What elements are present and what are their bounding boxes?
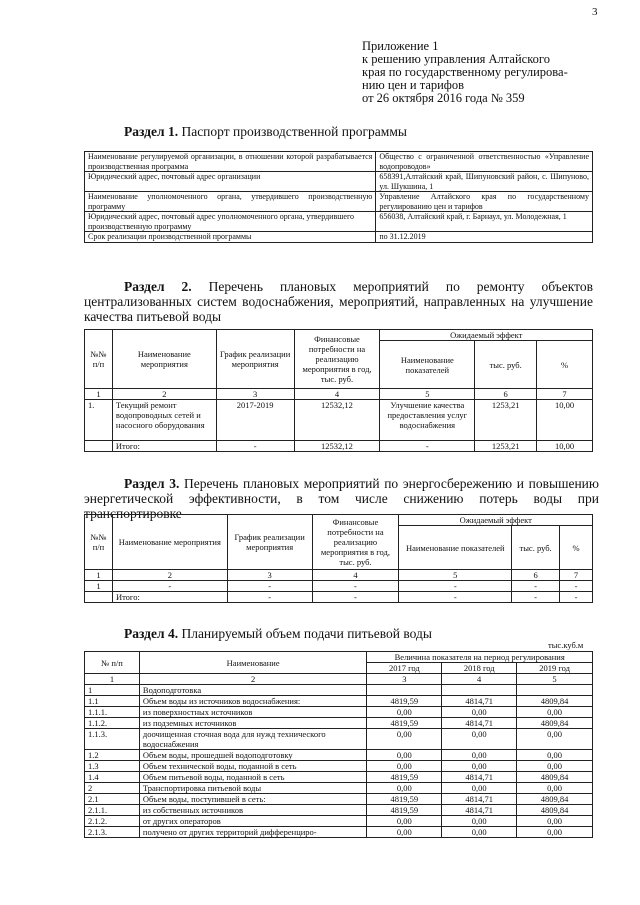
year-value: 4814,71 (442, 696, 517, 707)
year-value: 4814,71 (442, 794, 517, 805)
table-row (85, 729, 593, 750)
year-value: 0,00 (517, 750, 593, 761)
appendix-line: края по государственному регулирова- (362, 65, 568, 79)
year-value: 4819,59 (367, 718, 442, 729)
year-value: 0,00 (442, 761, 517, 772)
table-row: Юридический адрес, почтовый адрес уполномоченного органа, утвердившего производственную программу 656038, Алтайский край, г. Барнаул, ул. Молодежная, 1 (85, 212, 593, 232)
row-number: 1 (85, 685, 140, 696)
section3-title: Раздел 3. Перечень плановых мероприятий по энергосбережению и повышению энергетической эффективности, в том числе снижению потерь воды при транспортировке (84, 476, 599, 521)
year-value: 0,00 (367, 816, 442, 827)
section1-title: Раздел 1. Паспорт производственной программы (124, 124, 407, 139)
row-number: 2 (85, 783, 140, 794)
row-name: из поверхностных источников (139, 707, 366, 718)
total-row: Итого: - - - - - (85, 592, 593, 603)
year-value: 0,00 (517, 783, 593, 794)
column-number-row: 1 2 3 4 5 (85, 674, 593, 685)
year-value: 0,00 (442, 783, 517, 794)
row-number: 2.1.2. (85, 816, 140, 827)
row-name: Объем воды, поступившей в сеть: (139, 794, 366, 805)
row-number: 1.1.3. (85, 729, 140, 750)
table-row (85, 718, 593, 729)
table-row: Юридический адрес, почтовый адрес организации 658391,Алтайский край, Шипуновский район, с. Шипуново, ул. Шукшина, 1 (85, 172, 593, 192)
table-row: 1 - - - - - - (85, 581, 593, 592)
year-value: 0,00 (442, 827, 517, 838)
table-row (85, 750, 593, 761)
table-row (85, 783, 593, 794)
row-name: получено от других территорий дифференциро- (139, 827, 366, 838)
table-row: 1. Текущий ремонт водопроводных сетей и насосного оборудования 2017-2019 12532,12 Улучшение качества предоставления услуг водоснабжения 1253,21 10,00 (85, 400, 593, 441)
appendix-line: от 26 октября 2016 года № 359 (362, 91, 525, 105)
page-number: 3 (592, 6, 598, 18)
row-name: доочищенная сточная вода для нужд технического водоснабжения (139, 729, 366, 750)
section2-title: Раздел 2. Перечень плановых мероприятий по ремонту объектов централизованных систем водоснабжения, мероприятий, направленных на улучшение качества питьевой воды (84, 279, 593, 324)
row-name: Объем воды из источников водоснабжения: (139, 696, 366, 707)
table-row (85, 685, 593, 696)
row-number: 1.3 (85, 761, 140, 772)
passport-table (84, 151, 593, 243)
section4-title: Раздел 4. Планируемый объем подачи питьевой воды (124, 626, 432, 641)
table-row (85, 761, 593, 772)
row-number: 1.4 (85, 772, 140, 783)
row-name: из подземных источников (139, 718, 366, 729)
row-name: Объем технической воды, поданной в сеть (139, 761, 366, 772)
year-value: 4809,84 (517, 718, 593, 729)
table-row: Срок реализации производственной программы по 31.12.2019 (85, 232, 593, 243)
column-number-row: 1 2 3 4 5 6 7 (85, 389, 593, 400)
appendix-line: Приложение 1 (362, 39, 439, 53)
total-row: Итого: - 12532,12 - 1253,21 10,00 (85, 441, 593, 452)
year-value: 0,00 (367, 707, 442, 718)
appendix-line: к решению управления Алтайского (362, 52, 550, 66)
year-value: 4814,71 (442, 805, 517, 816)
row-number: 1.1 (85, 696, 140, 707)
column-number-row: 1 2 3 4 5 6 7 (85, 570, 593, 581)
year-value (367, 685, 442, 696)
row-number: 1.1.2. (85, 718, 140, 729)
year-value: 0,00 (517, 707, 593, 718)
repair-measures-table: №№ п/п Наименование мероприятия График реализации мероприятия Финансовые потребности на реализацию мероприятия в год, тыс. руб. Ожидаемый эффект Наименование показателей тыс. руб. % 1 2 3 4 5 6 7 1. Текущий ремонт водопроводных сетей и насосного оборудования 2017-2019 12532,12 Улучшение качества предоставления услуг водоснабжения 1253,21 10,00 Итого: - 12532,12 - 1253,21 10,00 (84, 329, 593, 452)
year-value: 4809,84 (517, 794, 593, 805)
appendix-header (362, 40, 602, 105)
year-value: 0,00 (442, 707, 517, 718)
year-value (517, 685, 593, 696)
appendix-line: нию цен и тарифов (362, 78, 465, 92)
year-value: 4809,84 (517, 772, 593, 783)
table-row (85, 827, 593, 838)
year-value: 0,00 (517, 761, 593, 772)
year-value: 4819,59 (367, 805, 442, 816)
year-value: 0,00 (367, 761, 442, 772)
table-row: Наименование уполномоченного органа, утвердившего производственную программу Управление Алтайского края по государственному регулированию цен и тарифов (85, 192, 593, 212)
table-row (85, 772, 593, 783)
table-row: Наименование регулируемой организации, в отношении которой разрабатывается производственная программа Общество с ограниченной ответственностью «Управление водопроводов» (85, 152, 593, 172)
year-value: 4819,59 (367, 794, 442, 805)
year-value: 0,00 (517, 729, 593, 750)
year-value: 0,00 (442, 750, 517, 761)
year-value: 0,00 (517, 827, 593, 838)
year-value: 0,00 (517, 816, 593, 827)
year-value: 0,00 (367, 783, 442, 794)
year-value: 0,00 (367, 750, 442, 761)
table-row (85, 805, 593, 816)
row-number: 1.2 (85, 750, 140, 761)
row-name: Объем питьевой воды, поданной в сеть (139, 772, 366, 783)
year-value (442, 685, 517, 696)
year-value: 4814,71 (442, 772, 517, 783)
row-name: от других операторов (139, 816, 366, 827)
row-name: Водоподготовка (139, 685, 366, 696)
row-number: 2.1.1. (85, 805, 140, 816)
table-row (85, 696, 593, 707)
year-value: 4819,59 (367, 772, 442, 783)
year-value: 0,00 (367, 827, 442, 838)
table-row (85, 707, 593, 718)
row-number: 2.1 (85, 794, 140, 805)
table-row (85, 816, 593, 827)
year-value: 4809,84 (517, 696, 593, 707)
year-value: 4809,84 (517, 805, 593, 816)
table-row (85, 794, 593, 805)
water-supply-rows (85, 685, 593, 838)
row-name: Транспортировка питьевой воды (139, 783, 366, 794)
year-value: 0,00 (442, 816, 517, 827)
energy-measures-table: №№ п/п Наименование мероприятия График реализации мероприятия Финансовые потребности на реализацию мероприятия в год, тыс. руб. Ожидаемый эффект Наименование показателей тыс. руб. % 1 2 3 4 5 6 7 1 - - - - - - Итого: - - - - - (84, 514, 593, 603)
row-name: Объем воды, прошедшей водоподготовку (139, 750, 366, 761)
year-value: 0,00 (442, 729, 517, 750)
year-value: 4819,59 (367, 696, 442, 707)
unit-label: тыс.куб.м (548, 640, 584, 650)
year-value: 0,00 (367, 729, 442, 750)
row-number: 1.1.1. (85, 707, 140, 718)
row-name: из собственных источников (139, 805, 366, 816)
year-value: 4814,71 (442, 718, 517, 729)
row-number: 2.1.3. (85, 827, 140, 838)
water-supply-table: № п/п Наименование Величина показателя на период регулирования 2017 год 2018 год 2019 год 1 2 3 4 5 1 Водоподготовка 1.1 Объем воды из источников водоснабжения: 4819,59 4814,71 4809,84 1.1.1. из поверхностных источников 0,00 0,00 0,00 1.1.2. из подземных источников 4819,59 4814,71 4809,84 1.1.3. доочищенная сточная вода для нужд технического водоснабжения 0,00 0,00 0,00 1.2 Объем воды, прошедшей водоподготовку 0,00 0,00 0,00 1.3 Объем технической воды, поданной в сеть 0,00 0,00 0,00 1.4 Объем питьевой воды, поданной в сеть 4819,59 4814,71 4809,84 2 Транспортировка питьевой воды 0,00 0,00 0,00 2.1 Объем воды, поступившей в сеть: 4819,59 4814,71 4809,84 2.1.1. из собственных источников 4819,59 4814,71 4809,84 2.1.2. от других операторов 0,00 0,00 0,00 2.1.3. получено от других территорий дифференциро- 0,00 0,00 0,00 (84, 651, 593, 838)
